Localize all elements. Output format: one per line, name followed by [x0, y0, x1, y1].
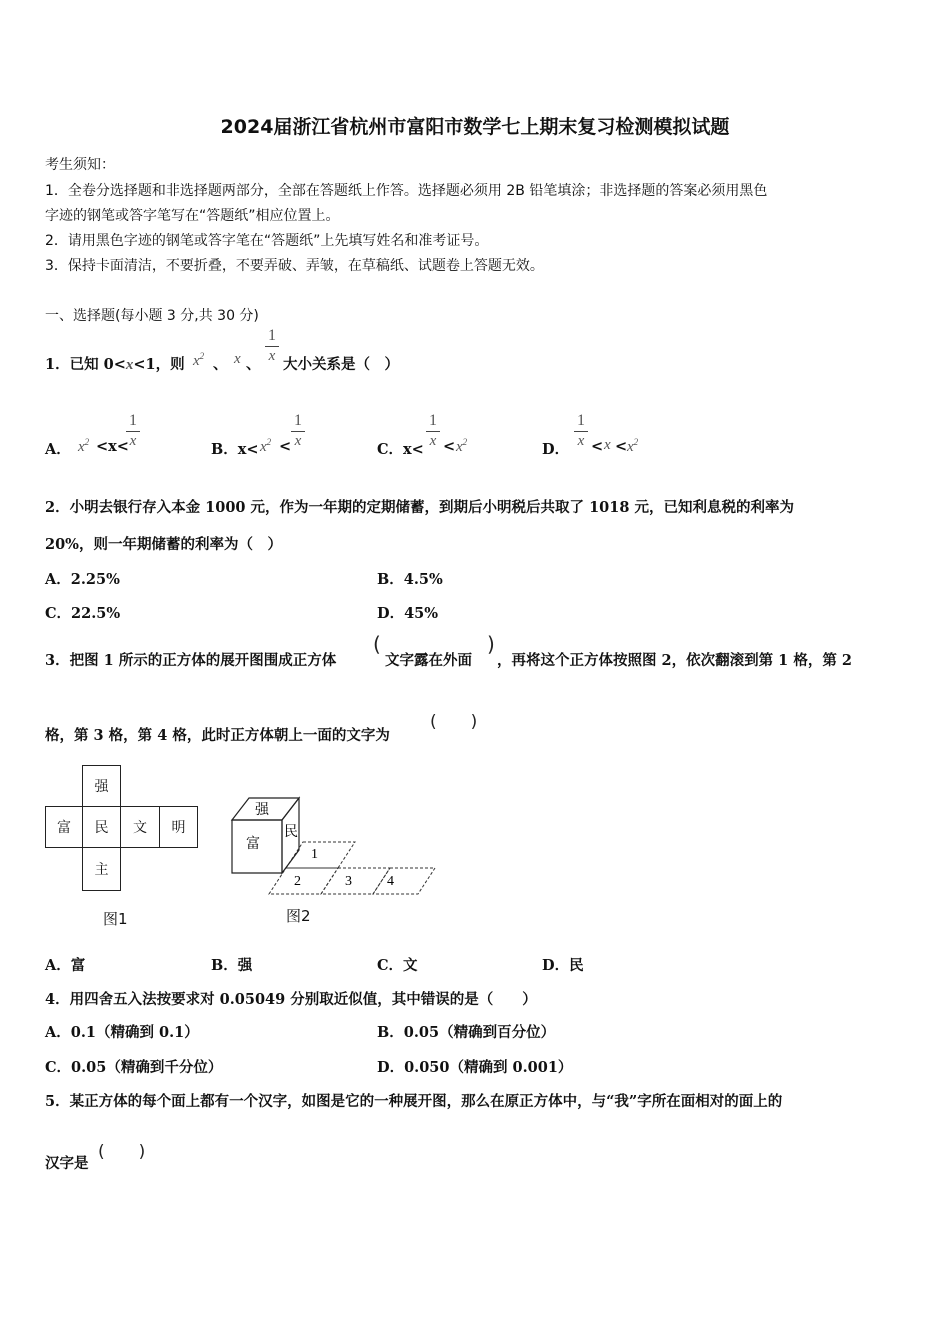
notice-line-3: 3．保持卡面清洁，不要折叠，不要弄破、弄皱，在草稿纸、试题卷上答题无效。 — [45, 258, 544, 274]
q1-sep-1: 、 — [213, 356, 228, 373]
question-3-line-1c: ，再将这个正方体按照图 2，依次翻滚到第 1 格，第 2 — [497, 652, 852, 669]
q1-x: x — [234, 351, 241, 367]
grid-label-2: 2 — [294, 874, 301, 889]
q2-option-b: B．4.5% — [377, 571, 443, 588]
notice-line-1b: 字迹的钢笔或答字笔写在“答题纸”相应位置上。 — [45, 208, 340, 224]
grid-label-4: 4 — [387, 874, 394, 889]
q1-option-d-lt2: < — [615, 438, 628, 455]
q1-option-c-lt: < — [443, 438, 456, 455]
grid-cell-2 — [269, 868, 338, 894]
q1-option-d-x: x — [604, 437, 611, 453]
notice-line-2: 2．请用黑色字迹的钢笔或答字笔在“答题纸”上先填写姓名和准考证号。 — [45, 233, 489, 249]
cube-side-text: 民 — [284, 824, 298, 840]
q5-answer-paren: ( ) — [98, 1142, 146, 1162]
q1-option-a-frac: 1 x — [126, 412, 140, 449]
q4-option-a: A．0.1（精确到 0.1） — [45, 1024, 199, 1041]
q3-option-c: C．文 — [377, 957, 418, 974]
question-3-line-1b: 文字露在外面 — [385, 652, 472, 669]
q1-pre: 1．已知 0< — [45, 356, 126, 373]
q2-option-c: C．22.5% — [45, 605, 121, 622]
question-5-line-1: 5．某正方体的每个面上都有一个汉字，如图是它的一种展开图，那么在原正方体中，与“我”字所在面相对的面上的 — [45, 1093, 783, 1110]
net-cell-bottom: 主 — [82, 847, 121, 891]
q1-option-b-frac: 1 x — [291, 412, 305, 449]
notice-line-1a: 1．全卷分选择题和非选择题两部分，全部在答题纸上作答。选择题必须用 2B 铅笔填涂；非选择题的答案必须用黑色 — [45, 183, 768, 199]
q1-option-d-frac: 1 x — [574, 412, 588, 449]
q4-option-d: D．0.050（精确到 0.001） — [377, 1059, 573, 1076]
net-cell-center: 民 — [82, 806, 121, 848]
q3-answer-paren: ( ) — [430, 712, 478, 732]
q1-option-a-x2: $x^2$ — [78, 437, 90, 455]
net-cell-left: 富 — [45, 806, 83, 848]
grid-label-1: 1 — [311, 847, 318, 862]
q1-option-b-label: B．x< — [211, 441, 259, 458]
net-cell-right-2: 明 — [159, 806, 198, 848]
figure-2-caption: 图2 — [286, 907, 311, 925]
q1-post: 大小关系是（ ） — [283, 356, 399, 373]
q1-option-d-lt1: < — [591, 438, 604, 455]
q1-option-a-mid: <x< — [96, 438, 129, 455]
question-4: 4．用四舍五入法按要求对 0.05049 分别取近似值，其中错误的是（ ） — [45, 991, 537, 1008]
figure-1-caption: 图1 — [103, 910, 128, 928]
section-heading: 一、选择题(每小题 3 分,共 30 分) — [45, 308, 259, 324]
question-3-line-2: 格，第 3 格，第 4 格，此时正方体朝上一面的文字为 — [45, 727, 390, 744]
q1-option-b-lt: < — [279, 438, 292, 455]
cube-front-text: 富 — [246, 836, 260, 852]
q4-option-b: B．0.05（精确到百分位） — [377, 1024, 556, 1041]
figure-2-diagram — [225, 790, 445, 900]
question-3-line-1a: 3．把图 1 所示的正方体的展开图围成正方体 — [45, 652, 337, 669]
q1-option-b-x2: $x^2$ — [260, 437, 272, 455]
grid-cell-4 — [373, 868, 435, 894]
question-2-line-2: 20%，则一年期储蓄的利率为（ ） — [45, 536, 282, 553]
question-1 — [45, 353, 185, 374]
net-cell-top: 强 — [82, 765, 121, 807]
q3-option-d: D．民 — [542, 957, 584, 974]
math-x: x — [125, 357, 134, 373]
q1-x-squared: $x^2$ — [193, 351, 205, 369]
q1-option-d-label: D． — [542, 441, 570, 458]
q1-fraction-1-over-x: 1 x — [265, 327, 279, 364]
q1-sep-2: 、 — [246, 356, 261, 373]
q1-option-c-label: C．x< — [377, 441, 424, 458]
notice-heading: 考生须知： — [45, 157, 115, 173]
exam-title: 2024届浙江省杭州市富阳市数学七上期末复习检测模拟试题 — [220, 116, 730, 138]
cube-top-text: 强 — [255, 802, 269, 818]
q1-option-a-label: A． — [45, 441, 71, 458]
net-cell-right-1: 文 — [120, 806, 160, 848]
q1-option-c-x2: $x^2$ — [456, 437, 468, 455]
q3-option-b: B．强 — [211, 957, 253, 974]
q3-option-a: A．富 — [45, 957, 86, 974]
grid-cell-3 — [321, 868, 390, 894]
q1-mid: <1，则 — [133, 356, 185, 373]
q3-paren-close: ) — [487, 632, 495, 656]
q4-option-c: C．0.05（精确到千分位） — [45, 1059, 223, 1076]
question-5-line-2: 汉字是 — [45, 1155, 89, 1172]
grid-cell-1 — [286, 842, 355, 868]
grid-label-3: 3 — [345, 874, 352, 889]
q2-option-d: D．45% — [377, 605, 439, 622]
q3-paren-open: ( — [373, 632, 381, 656]
q2-option-a: A．2.25% — [45, 571, 120, 588]
q1-option-c-frac: 1 x — [426, 412, 440, 449]
q1-option-d-x2: $x^2$ — [627, 437, 639, 455]
question-2-line-1: 2．小明去银行存入本金 1000 元，作为一年期的定期储蓄，到期后小明税后共取了 1018 元，已知利息税的利率为 — [45, 499, 794, 516]
